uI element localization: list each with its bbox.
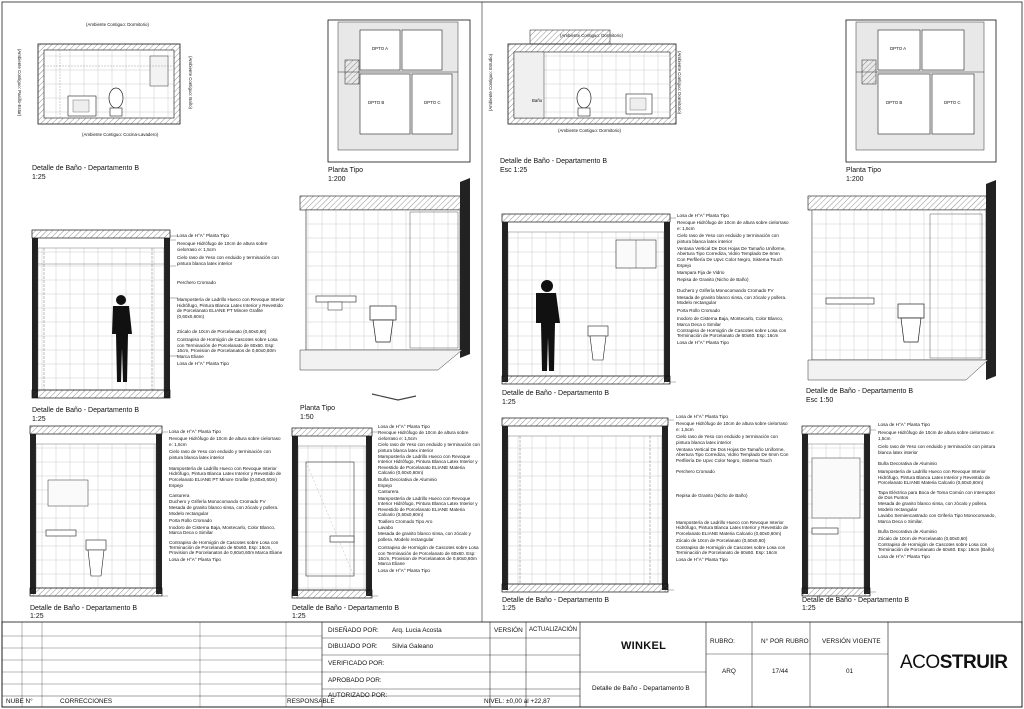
note: Canturera [169, 492, 190, 498]
cloud-label: NUBE N° [6, 698, 33, 705]
left-section-b [30, 426, 162, 596]
note: Cielo raso de Yeso con enduido y terminación con pintura blanca latex interior [677, 233, 779, 244]
right-adjacent-right: (Ambiente Contiguo: Dormitorio) [676, 51, 682, 114]
note: Lavabo Semiencastrado con Grifería Tipo Monocomando, Marca Deca o Similar. [878, 513, 996, 524]
right-adjacent-top: (Ambiente Contiguo: Dormitorio) [560, 33, 623, 38]
left-section-a-title: Detalle de Baño - Departamento B [32, 407, 140, 414]
left-section-b-notes [169, 429, 283, 562]
note: Losa de H°A° Planta Tipo [677, 339, 729, 345]
note: Losa de H°A° Planta Tipo [378, 424, 430, 429]
right-section-b-notes [676, 414, 790, 562]
designed-by-label: DISEÑADO POR: [328, 627, 379, 634]
note: Revoque Hidrófugo de 10cm de altura sobre cielorraso e: 1,5cm [169, 436, 281, 447]
note: Losa de H°A° Planta Tipo [878, 422, 930, 427]
note: Contrapiso de Hormigón de Cascotes sobre Losa con Terminación de Porcelanato de 60x60. Esp: 16cm [677, 327, 787, 339]
left-top-plan [38, 44, 180, 124]
num-value: 17/44 [772, 668, 788, 675]
company-logo [900, 652, 1007, 674]
note: Losa de H°A° Planta Tipo [878, 553, 930, 559]
note: Losa de H°A° Planta Tipo [378, 567, 430, 573]
note: Lavabo [378, 524, 394, 530]
note: Mesada de granito blanco sinsa, con zócalo y pollera. Modelo rectangular [169, 505, 279, 516]
note: Losa de H°A° Planta Tipo [169, 429, 221, 434]
sheet-name: Detalle de Baño - Departamento B [592, 685, 690, 692]
left-section-c-notes [378, 424, 480, 573]
note: Duchero y Grifería Monocomando Cromado FV [169, 499, 266, 505]
left-top-plan-title: Detalle de Baño - Departamento B [32, 165, 140, 172]
left-section-a [32, 230, 178, 398]
note: Porta Rollo Cromado [169, 518, 212, 524]
note: Mesada de granito blanco sinsa, con zócalo y pollera. Modelo rectangular [878, 501, 988, 512]
note: Cielo raso de Yeso con enduido y terminación con pintura blanca latex interior [169, 449, 271, 460]
right-unit-c: DPTO C [944, 100, 961, 105]
right-section-b-title: Detalle de Baño - Departamento B [502, 597, 610, 604]
note: Cielo raso de Yeso con enduido y terminación con pintura blanca latex interior [378, 442, 480, 453]
current-version-value: 01 [846, 668, 854, 675]
right-section-c-title: Detalle de Baño - Departamento B [802, 597, 910, 604]
left-axonometric-scale: 1:50 [300, 414, 314, 421]
rubro-value: ARQ [722, 668, 736, 675]
right-section-a-scale: 1:25 [502, 399, 516, 406]
left-section-b-title: Detalle de Baño - Departamento B [30, 605, 138, 612]
left-adjacent-bottom: (Ambiente Contiguo: Cocina-Lavadero) [82, 132, 159, 137]
note: Zócalo de 10cm de Porcelanato (0,60x0,60) [676, 538, 766, 544]
right-top-plan-scale: Esc 1:25 [500, 167, 528, 174]
rubro-label: RUBRO: [710, 638, 735, 645]
note: Tapa Eléctrica para Boca de Toma Común con Interruptor de Dos Puntos [878, 489, 996, 501]
note: Espejo [169, 483, 184, 489]
note: Buña Decorativa de Aluminio [878, 461, 937, 467]
note: Cielo raso de Yeso con enduido y terminación con pintura blanca latex interior [177, 255, 279, 266]
note: Espejo [677, 263, 692, 269]
note: Losa de H°A° Planta Tipo [177, 361, 229, 367]
note: Perchero Cromado [676, 469, 715, 475]
right-section-b [502, 418, 668, 592]
right-top-plan [508, 30, 676, 124]
note: Revoque Hidrófugo de 10cm de altura sobre cielorraso e: 1,5cm [676, 421, 788, 432]
right-axonometric-scale: Esc 1:50 [806, 397, 834, 404]
note: Repisa de Granito (Nicho de Baño) [676, 492, 748, 498]
right-axonometric [808, 180, 996, 380]
right-key-plan [846, 20, 996, 162]
responsible-label: RESPONSABLE [287, 698, 335, 705]
left-adjacent-top: (Ambiente Contiguo: Dormitorio) [86, 22, 149, 27]
left-key-plan-scale: 1:200 [328, 176, 346, 183]
corrections-label: CORRECCIONES [60, 698, 113, 705]
right-unit-b: DPTO B [886, 100, 903, 105]
note: Ventana Vertical De Dos Hojas De Tamaño Uniforme, Abertura Tipo Corrediza, Vidrio Templado De 6mm Con Perfilería De Upvc Color Negro, Sistema Touch [676, 447, 789, 463]
note: Mampostería de Ladrillo Hueco con Revoque Interior Hidrófugo, Pintura Blanca Latex Interior y Revestido de Porcelanato ELIANE Materia Calcario (0,60x0,60m) [378, 495, 478, 518]
approved-by-label: APROBADO POR: [328, 677, 382, 684]
right-section-a [502, 214, 670, 384]
level-label: NIVEL: ±0,00 al +22,87 [484, 698, 551, 705]
note: Porta Rollo Cromado [677, 307, 720, 313]
note: Mampostería de Ladrillo Hueco con Revoque Interior Hidrófugo, Pintura Blanca Latex Interior y Revestido de Porcelanato ELIANE Materia Calcario (0,60x0,60m) [676, 520, 789, 536]
right-axonometric-title: Detalle de Baño - Departamento B [806, 388, 914, 395]
left-unit-a: DPTO A [372, 46, 389, 51]
right-room-label: Baño [532, 98, 543, 103]
left-adjacent-left: (Ambiente Contiguo: Pasillo-Estar) [17, 48, 23, 117]
note: Contrapiso de Hormigón de Cascotes sobre Losa con Terminación de Porcelanato de 60x60. Esp: 16cm [676, 544, 786, 556]
left-section-c-title: Detalle de Baño - Departamento B [292, 605, 400, 612]
left-top-plan-scale: 1:25 [32, 174, 46, 181]
title-block [2, 622, 1022, 707]
drawn-by-value: Silvia Galeano [392, 643, 434, 650]
note: Revoque Hidrófugo de 10cm de altura sobre cielorraso e: 1,5cm [677, 220, 789, 231]
note: Losa de H°A° Planta Tipo [169, 556, 221, 562]
right-section-b-scale: 1:25 [502, 605, 516, 612]
authorized-by-label: AUTORIZADO POR: [328, 692, 388, 699]
note: Mesada de granito blanco sinsa, con zócalo y pollera. Modelo rectangular [378, 531, 471, 542]
note: Repisa de Granito (Nicho de Baño) [677, 277, 749, 283]
note: Buña Decorativa de Aluminio [378, 476, 437, 482]
note: Zócalo de 10cm de Porcelanato (0,60x0,60) [878, 535, 968, 541]
right-top-plan-title: Detalle de Baño - Departamento B [500, 158, 608, 165]
note: Mampostería de Ladrillo Hueco con Revoque Interior Hidrófugo, Pintura Blanca Latex Interior y Revestido de Porcelanato ELIANE PT Minore Grafite (0,60x0,60m) [169, 466, 282, 482]
left-key-plan-title: Planta Tipo [328, 167, 364, 174]
note: Contrapiso de Hormigón de Cascotes sobre Losa con Terminación de Porcelanato de 60x60. Esp: 16cm, Provision de Porcelanatos de 0,60x0,60m Marca Eliane [378, 545, 479, 567]
right-section-c [802, 426, 870, 596]
note: Revoque Hidrófugo de 10cm de altura sobre cielorraso e: 1,5cm [378, 430, 469, 441]
note: Mampostería de Ladrillo Hueco con Revoque Interior Hidrófugo, Pintura Blanca Latex Interior y Revestido de Porcelanato ELIANE Materia Calcario (0,60x0,60m) [378, 454, 478, 476]
right-key-plan-title: Planta Tipo [846, 167, 882, 174]
right-section-c-notes [878, 422, 996, 559]
note: Mesada de granito blanco sinsa, con zócalo y pollera. Modelo rectangular [677, 294, 787, 306]
left-section-a-scale: 1:25 [32, 416, 46, 423]
note: Revoque Hidrófugo de 10cm de altura sobre cielorraso e: 1,5cm [177, 241, 268, 252]
note: Losa de H°A° Planta Tipo [177, 233, 229, 238]
right-adjacent-left: (Ambiente Contiguo: Estudio) [488, 53, 494, 112]
right-section-a-notes [677, 213, 789, 345]
right-key-plan-scale: 1:200 [846, 176, 864, 183]
right-adjacent-bottom: (Ambiente Contiguo: Dormitorio) [558, 128, 621, 133]
note: Losa de H°A° Planta Tipo [676, 414, 728, 419]
note: Perchero Cromado [177, 280, 216, 286]
note: Contrapiso de Hormigón de Cascotes sobre Losa con Terminación de Porcelanato de 60x60. Esp: 16cm (Baño) [878, 541, 995, 553]
note: Mampara Fija de Vidrio [677, 269, 725, 275]
note: Mampostería de Ladrillo Hueco con Revoque Interior Hidrófugo, Pintura Blanca Latex Interior y Revestido de Porcelanato ELIANE Materia Calcario (0,60x0,60m) [878, 469, 991, 486]
note: Inodoro de Cisterna Baja, Montecarlo, Color Blanco, Marca Deca o Similar [169, 524, 276, 536]
note: Contrapiso de Hormigón de Cascotes sobre Losa con Terminación de Porcelanato de 60x60. Esp: 16cm, Provision de Porcelanatos de 0,60x0,60m Marca Eliane [177, 337, 278, 359]
note: Toallero Cromado Tipo Aro [378, 518, 433, 524]
note: Buña Decorativa de Aluminio [878, 529, 937, 535]
note: Ventana Vertical De Dos Hojas De Tamaño Uniforme, Abertura Tipo Corrediza, Vidrio Templado De 6mm Con Perfilería De Upvc Color Negro, Sistema Touch [677, 246, 786, 262]
note: Canturera [378, 489, 399, 495]
current-version-label: VERSIÓN VIGENTE [822, 638, 881, 645]
left-section-c [292, 428, 372, 598]
note: Cielo raso de Yeso con enduido y terminación con pintura blanca latex interior [878, 444, 996, 455]
version-label: VERSIÓN [494, 627, 523, 634]
note: Zócalo de 10cm de Porcelanato (0,60x0,60) [177, 329, 267, 335]
project-name: WINKEL [621, 640, 667, 652]
note: Revoque Hidrófugo de 10cm de altura sobre cielorraso e: 1,5cm [878, 430, 995, 441]
designed-by-value: Arq. Lucia Acosta [392, 627, 442, 634]
right-unit-a: DPTO A [890, 46, 907, 51]
left-section-a-notes [177, 233, 285, 367]
right-section-a-title: Detalle de Baño - Departamento B [502, 390, 610, 397]
left-adjacent-right: (Ambiente Contiguo: Baño) [187, 56, 193, 109]
note: Duchero y Grifería Monocomando Cromado FV [677, 288, 774, 294]
update-label: ACTUALIZACIÓN [529, 627, 578, 633]
left-section-c-scale: 1:25 [292, 613, 306, 620]
left-unit-b: DPTO B [368, 100, 385, 105]
left-unit-c: DPTO C [424, 100, 441, 105]
left-axonometric-title: Planta Tipo [300, 405, 336, 412]
note: Losa de H°A° Planta Tipo [676, 556, 728, 562]
note: Cielo raso de Yeso con enduido y terminación con pintura blanca latex interior [676, 434, 778, 445]
logo-light: ACO [900, 652, 940, 673]
num-label: N° POR RUBRO [761, 638, 809, 645]
note: Inodoro de Cisterna Baja, Montecarlo, Color Blanco, Marca Deca o Similar [677, 316, 784, 327]
drawn-by-label: DIBUJADO POR: [328, 643, 378, 650]
logo-bold: STRUIR [939, 652, 1008, 673]
verified-by-label: VERIFICADO POR: [328, 660, 385, 667]
note: Mampostería de Ladrillo Hueco con Revoque Interior Hidrófugo, Pintura Blanca Latex Interior y Revestido de Porcelanato ELIANE PT Minore Grafite (0,60x0,60m) [177, 297, 285, 319]
left-axonometric [300, 178, 470, 400]
left-key-plan [328, 20, 470, 162]
note: Contrapiso de Hormigón de Cascotes sobre Losa con Terminación de Porcelanato de 60x60. Esp: 16cm, Provision de Porcelanatos de 0,60x0,60m Marca Eliane [169, 539, 283, 556]
left-section-b-scale: 1:25 [30, 613, 44, 620]
right-section-c-scale: 1:25 [802, 605, 816, 612]
note: Espejo [378, 483, 393, 489]
note: Losa de H°A° Planta Tipo [677, 213, 729, 218]
